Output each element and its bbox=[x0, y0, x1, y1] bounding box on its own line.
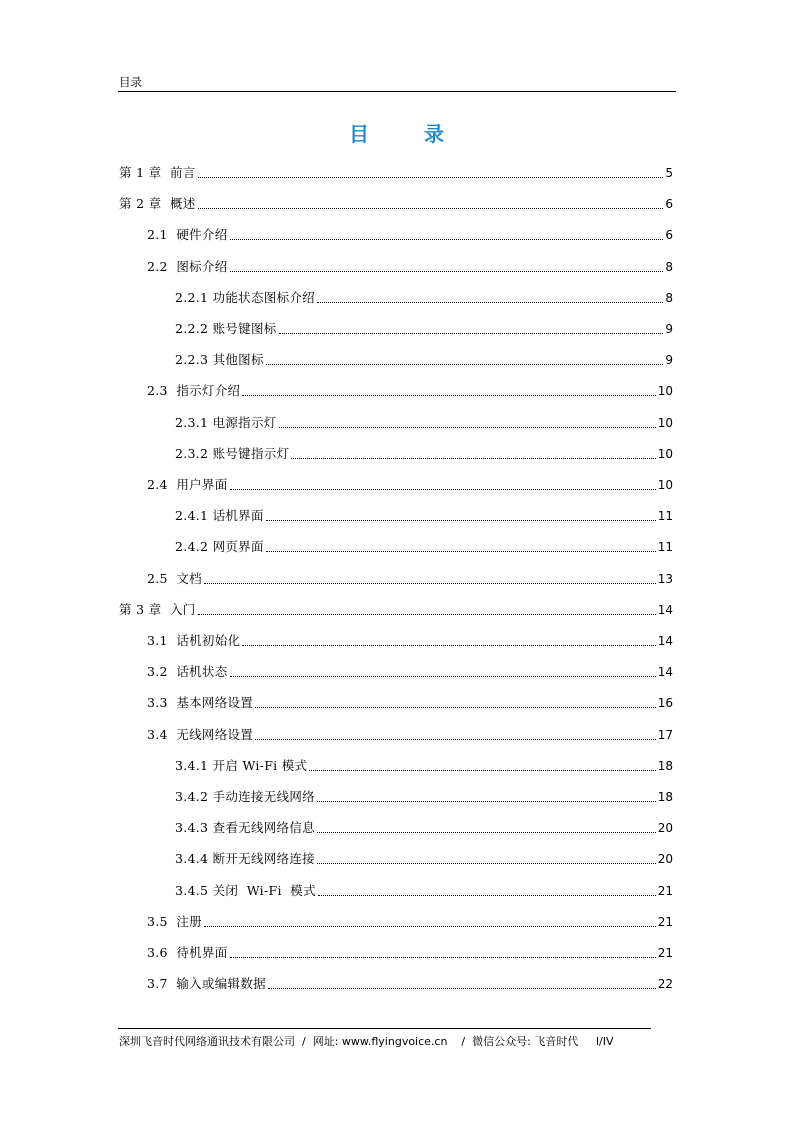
toc-entry-page-number: 10 bbox=[657, 384, 673, 399]
dot-leader bbox=[291, 457, 655, 459]
dot-leader bbox=[317, 301, 663, 303]
dot-leader bbox=[242, 394, 655, 396]
toc-entry-label: 3.4.3 查看无线网络信息 bbox=[175, 820, 315, 836]
toc-entry-label: 第 3 章 入门 bbox=[119, 601, 196, 617]
toc-entry[interactable] bbox=[147, 226, 673, 244]
toc-entry[interactable] bbox=[175, 289, 673, 307]
toc-entry-page-number: 10 bbox=[657, 415, 673, 430]
dot-leader bbox=[318, 894, 656, 896]
toc-entry-label: 2.2.2 账号键图标 bbox=[175, 321, 277, 336]
dot-leader bbox=[204, 582, 656, 584]
toc-entry-label: 2.2.3 其他图标 bbox=[175, 352, 264, 368]
toc-entry[interactable] bbox=[175, 882, 673, 900]
toc-entry-label: 2.4 用户界面 bbox=[147, 477, 228, 492]
toc-entry-page-number: 18 bbox=[657, 758, 673, 773]
toc-entry-page-number: 6 bbox=[665, 197, 673, 212]
toc-entry[interactable] bbox=[147, 476, 673, 494]
toc-entry[interactable] bbox=[119, 195, 673, 213]
toc-entry-label: 2.5 文档 bbox=[147, 570, 202, 586]
toc-entry-label: 2.4.1 话机界面 bbox=[175, 508, 264, 524]
toc-entry-label: 3.6 待机界面 bbox=[147, 945, 228, 960]
toc-entry-page-number: 21 bbox=[657, 946, 673, 960]
toc-entry[interactable] bbox=[147, 726, 673, 744]
toc-entry[interactable] bbox=[147, 570, 673, 588]
toc-entry[interactable] bbox=[175, 850, 673, 868]
toc-entry[interactable] bbox=[147, 632, 673, 650]
toc-entry[interactable] bbox=[175, 788, 673, 806]
toc-entry[interactable] bbox=[175, 757, 673, 775]
dot-leader bbox=[198, 613, 656, 615]
toc-entry-page-number: 10 bbox=[657, 478, 673, 492]
dot-leader bbox=[309, 769, 655, 771]
toc-entry-label: 3.4 无线网络设置 bbox=[147, 726, 254, 742]
toc-entry[interactable] bbox=[119, 164, 673, 182]
toc-entry-label: 3.4.2 手动连接无线网络 bbox=[175, 789, 315, 804]
page-footer: 深圳飞音时代网络通讯技术有限公司 / 网址: www.flyingvoice.cn / 微信公众号: 飞音时代 I/IV bbox=[119, 1035, 614, 1048]
toc-entry[interactable] bbox=[175, 445, 673, 463]
toc-entry-page-number: 6 bbox=[665, 228, 673, 243]
toc-entry-label: 3.2 话机状态 bbox=[147, 664, 228, 680]
toc-entry-page-number: 14 bbox=[657, 602, 673, 617]
toc-entry-label: 2.1 硬件介绍 bbox=[147, 227, 228, 243]
toc-entry-page-number: 21 bbox=[657, 883, 673, 898]
toc-entry-label: 3.4.5 关闭 Wi-Fi 模式 bbox=[175, 882, 316, 898]
dot-leader bbox=[204, 925, 656, 927]
toc-entry[interactable] bbox=[175, 507, 673, 525]
dot-leader bbox=[255, 738, 656, 740]
toc-entry[interactable] bbox=[147, 258, 673, 276]
toc-entry-page-number: 11 bbox=[657, 540, 673, 555]
toc-entry-page-number: 5 bbox=[665, 166, 673, 180]
dot-leader bbox=[230, 956, 656, 958]
toc-entry[interactable] bbox=[147, 913, 673, 931]
toc-entry[interactable] bbox=[147, 944, 673, 962]
toc-entry-page-number: 20 bbox=[657, 852, 673, 867]
toc-entry-page-number: 17 bbox=[657, 727, 673, 742]
toc-entry-label: 2.3.1 电源指示灯 bbox=[175, 414, 277, 430]
toc-entry[interactable] bbox=[147, 975, 673, 993]
dot-leader bbox=[230, 675, 656, 677]
dot-leader bbox=[230, 238, 664, 240]
toc-entry-page-number: 22 bbox=[657, 977, 673, 992]
toc-entry-page-number: 8 bbox=[665, 259, 673, 274]
toc-entry-label: 第 1 章 前言 bbox=[119, 165, 196, 180]
dot-leader bbox=[317, 800, 656, 802]
toc-entry-page-number: 8 bbox=[665, 290, 673, 305]
dot-leader bbox=[266, 519, 656, 521]
toc-entry-label: 第 2 章 概述 bbox=[119, 196, 196, 212]
toc-entry-label: 2.3 指示灯介绍 bbox=[147, 383, 241, 399]
toc-entry-page-number: 11 bbox=[657, 509, 673, 524]
toc-entry[interactable] bbox=[175, 538, 673, 556]
toc-entry-label: 3.1 话机初始化 bbox=[147, 633, 241, 648]
dot-leader bbox=[230, 488, 656, 490]
dot-leader bbox=[198, 176, 664, 178]
toc-entry[interactable] bbox=[175, 819, 673, 837]
toc-entry-label: 2.2 图标介绍 bbox=[147, 258, 228, 274]
toc-entry-page-number: 16 bbox=[657, 696, 673, 711]
page-title: 目 录 bbox=[349, 122, 468, 146]
dot-leader bbox=[279, 426, 656, 428]
toc-entry[interactable] bbox=[147, 382, 673, 400]
toc-entry-page-number: 20 bbox=[657, 821, 673, 836]
dot-leader bbox=[317, 831, 656, 833]
toc-entry-page-number: 10 bbox=[657, 446, 673, 461]
toc-entry-page-number: 14 bbox=[657, 634, 673, 648]
toc-entry-label: 2.4.2 网页界面 bbox=[175, 539, 264, 555]
toc-entry-page-number: 18 bbox=[657, 790, 673, 804]
footer-divider bbox=[118, 1028, 651, 1029]
toc-entry[interactable] bbox=[175, 351, 673, 369]
toc-entry-page-number: 14 bbox=[657, 665, 673, 680]
toc-entry-label: 3.3 基本网络设置 bbox=[147, 695, 254, 711]
toc-entry-label: 3.7 输入或编辑数据 bbox=[147, 976, 266, 992]
toc-entry[interactable] bbox=[147, 663, 673, 681]
dot-leader bbox=[268, 987, 656, 989]
dot-leader bbox=[317, 862, 656, 864]
toc-entry-page-number: 13 bbox=[657, 571, 673, 586]
dot-leader bbox=[255, 706, 656, 708]
toc-entry-page-number: 9 bbox=[665, 353, 673, 368]
running-header: 目录 bbox=[119, 75, 142, 89]
dot-leader bbox=[266, 550, 656, 552]
dot-leader bbox=[230, 270, 664, 272]
dot-leader bbox=[198, 207, 664, 209]
dot-leader bbox=[242, 644, 655, 646]
toc-entry-page-number: 21 bbox=[657, 914, 673, 929]
dot-leader bbox=[266, 363, 664, 365]
dot-leader bbox=[279, 332, 664, 334]
toc-entry-label: 3.4.4 断开无线网络连接 bbox=[175, 851, 315, 867]
toc-entry-label: 2.2.1 功能状态图标介绍 bbox=[175, 289, 315, 305]
toc-entry[interactable] bbox=[175, 320, 673, 338]
toc-entry[interactable] bbox=[175, 414, 673, 432]
toc-entry-label: 3.4.1 开启 Wi-Fi 模式 bbox=[175, 757, 308, 773]
toc-entry-label: 2.3.2 账号键指示灯 bbox=[175, 445, 290, 461]
toc-entry-page-number: 9 bbox=[665, 322, 673, 336]
toc-entry[interactable] bbox=[147, 694, 673, 712]
toc-entry-label: 3.5 注册 bbox=[147, 913, 202, 929]
toc-entry[interactable] bbox=[119, 601, 673, 619]
